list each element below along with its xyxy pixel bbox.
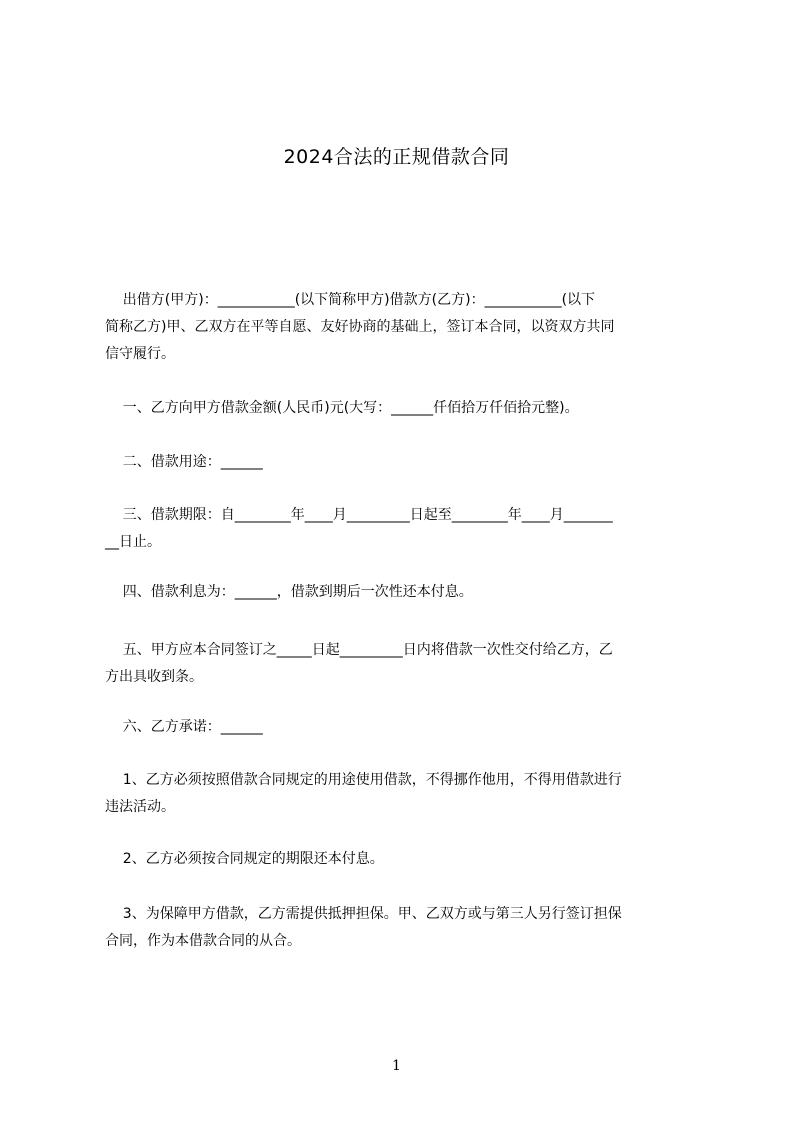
intro-line-1: 出借方(甲方)：___________(以下简称甲方)借款方(乙方)：___________(以下 xyxy=(105,292,596,308)
promise-item-1 xyxy=(105,767,705,821)
clause-2-text: 二、借款用途：______ xyxy=(105,454,263,470)
clause-6-text: 六、乙方承诺：______ xyxy=(105,719,263,735)
promise-item-2 xyxy=(105,846,705,873)
document-title: 2024合法的正规借款合同 xyxy=(283,146,510,168)
intro-line-3: 信守履行。 xyxy=(105,346,175,362)
clause-3-line-2: __日止。 xyxy=(105,534,161,550)
promise-item-1-line-1: 1、乙方必须按照借款合同规定的用途使用借款，不得挪作他用，不得用借款进行 xyxy=(105,772,622,788)
intro-paragraph xyxy=(105,287,705,368)
clause-1-text: 一、乙方向甲方借款金额(人民币)元(大写：______仟佰拾万仟佰拾元整)。 xyxy=(105,400,579,416)
clause-5-line-2: 方出具收到条。 xyxy=(105,669,203,685)
promise-item-3-line-2: 合同，作为本借款合同的从合。 xyxy=(105,933,301,949)
intro-line-2: 简称乙方)甲、乙双方在平等自愿、友好协商的基础上，签订本合同，以资双方共同 xyxy=(105,319,615,335)
promise-item-3 xyxy=(105,901,705,955)
page-number: 1 xyxy=(392,1058,401,1074)
clause-4 xyxy=(105,579,705,606)
promise-item-1-line-2: 违法活动。 xyxy=(105,799,175,815)
clause-6 xyxy=(105,714,705,741)
promise-item-3-line-1: 3、为保障甲方借款，乙方需提供抵押担保。甲、乙双方或与第三人另行签订担保 xyxy=(105,906,622,922)
clause-4-text: 四、借款利息为：______，借款到期后一次性还本付息。 xyxy=(105,584,473,600)
promise-item-2-text: 2、乙方必须按合同规定的期限还本付息。 xyxy=(105,851,384,867)
clause-3-line-1: 三、借款期限：自________年____月_________日起至________年____月_______ xyxy=(105,507,613,523)
clause-2 xyxy=(105,449,705,476)
clause-1 xyxy=(105,395,705,422)
clause-3 xyxy=(105,502,705,556)
clause-5-line-1: 五、甲方应本合同签订之_____日起_________日内将借款一次性交付给乙方，乙 xyxy=(105,642,613,658)
clause-5 xyxy=(105,637,705,691)
